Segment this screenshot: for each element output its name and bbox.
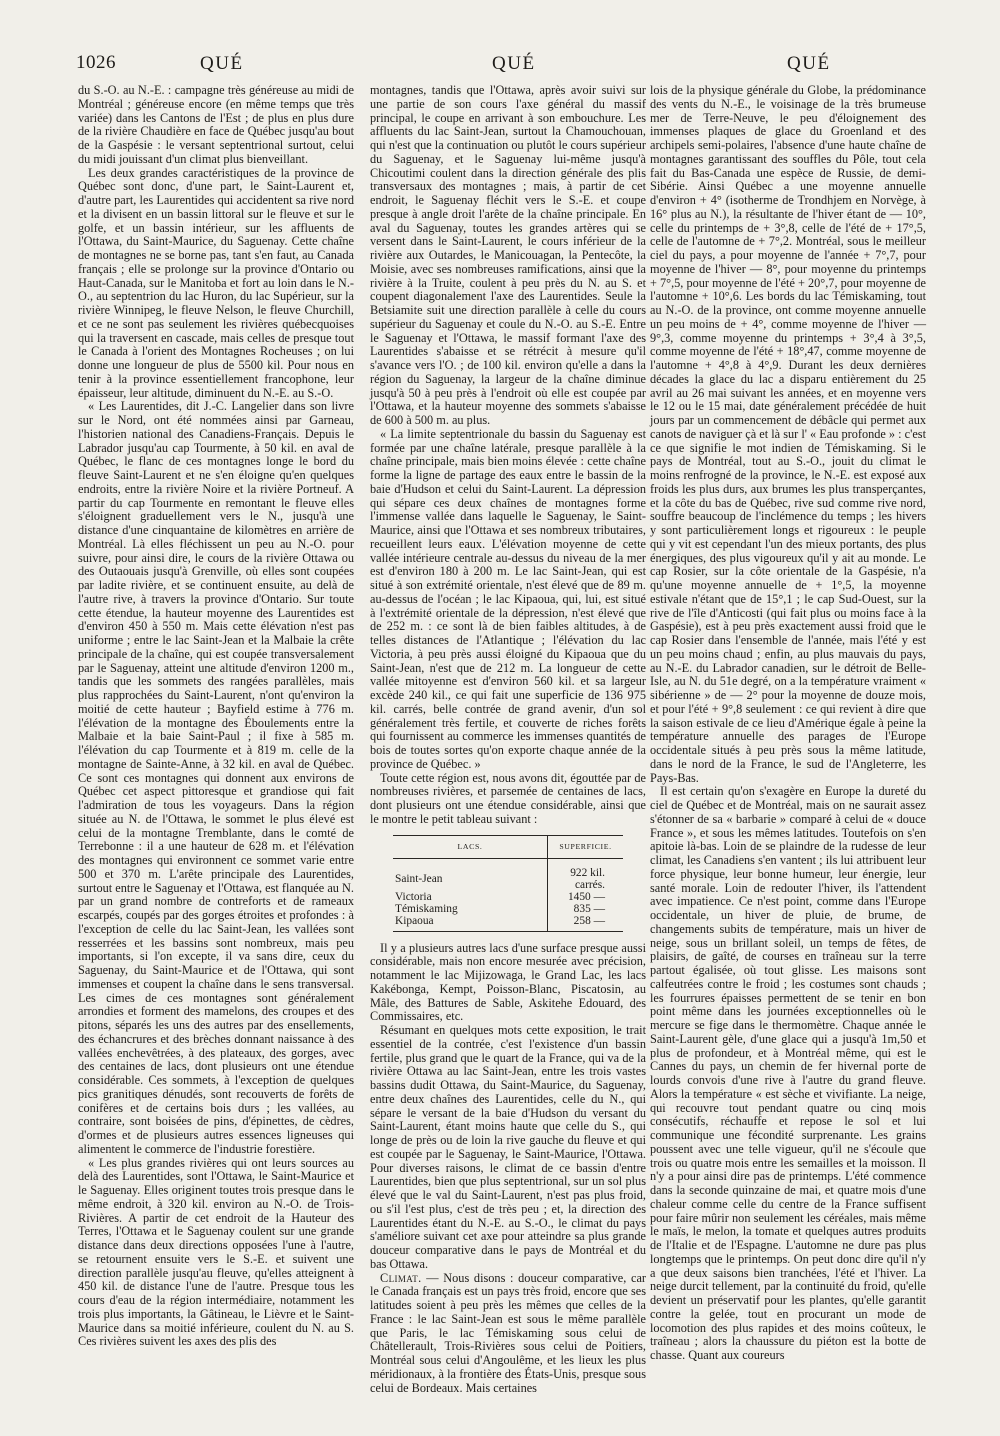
quotation-paragraph: « La limite septentrionale du bassin du Saguenay est formée par une chaîne latérale, presque parallèle à la chaîne principale, mais bien moins élevée : cette chaîne forme la ligne de partage des eaux entre le bassin de la baie d'Hudson et celui du Saint-Laurent. La dépression qui sépare ces deux chaînes de montagnes forme l'immense vallée dans laquelle le Saguenay, le Saint-Maurice, ainsi que l'Ottawa et ses nombreux tributaires, recueillent leurs eaux. L'élévation moyenne de cette vallée intérieure centrale au-dessus du niveau de la mer est d'environ 180 à 200 m. Le lac Saint-Jean, qui est situé à son extrémité orientale, n'est élevé que de 89 m. au-dessus de l'océan ; le lac Kipaoua, qui, lui, est situé à l'extrémité orientale de la dépression, n'est élevé que de 252 m. : ce sont là de bien faibles altitudes, à de telles distances de l'Atlantique ; l'élévation du lac Victoria, à peu près aussi éloigné du Kipaoua que du Saint-Jean, n'est que de 212 m. La longueur de cette vallée mitoyenne est d'environ 560 kil. et sa largeur excède 240 kil., ce qui fait une superficie de 136 975 kil. carrés, belle contrée de grand avenir, d'un sol généralement très fertile, et couverte de riches forêts qui fournissent au commerce les immenses quantités de bois de toutes sortes qu'on exporte chaque année de la province de Québec. » [370, 426, 646, 771]
table-row [393, 858, 623, 891]
table-row [393, 915, 623, 932]
climate-paragraph [370, 1272, 646, 1396]
table-header-area: SUPERFICIE. [548, 835, 624, 858]
lake-name: Victoria [393, 891, 548, 903]
paragraph: Les deux grandes caractéristiques de la province de Québec sont donc, d'une part, le Saint-Laurent et, d'autre part, les Laurentides qui accidentent sa rive nord et la divisent en un bassin littoral sur le fleuve et sur le golfe, et un bassin intérieur, sur les affluents de l'Ottawa, du Saint-Maurice, du Saguenay. Cette chaîne de montagnes ne se borne pas, tant s'en faut, au Canada français ; elle se prolonge sur la province d'Ontario ou Haut-Canada, sur le Manitoba et fort au loin dans le N.-O., au septentrion du lac Huron, du lac Supérieur, sur la rivière Winnipeg, le fleuve Nelson, le fleuve Churchill, et ce ne sont pas seulement les rivières québecquoises qui la traversent en cascade, mais celles de presque tout le Canada à l'orient des Montagnes Rocheuses ; on lui donne une longueur de plus de 5500 kil. Pour nous en tenir à la province essentiellement francophone, leur épaisseur, leur altitude, diminuent du N.-E. au S.-O. [78, 165, 354, 400]
text-column-right [650, 83, 926, 1362]
lake-area: 835 — [573, 902, 605, 915]
running-head-center: QUÉ [492, 53, 536, 74]
paragraph: Il est certain qu'on s'exagère en Europe la dureté du ciel de Québec et de Montréal, mais on ne saurait assez s'étonner de sa « barbarie » comparé à celui de « douce France », et sous les mêmes latitudes. Toutefois on s'en apitoie là-bas. Loin de se plaindre de la rudesse de leur climat, les Canadiens s'en vantent ; ils lui attribuent leur force physique, leur bonne humeur, leur énergie, leur santé morale. Loin de redouter l'hiver, ils l'attendent avec impatience. Ce n'est point, comme dans l'Europe occidentale, un hiver de pluie, de brume, de changements subits de température, mais un hiver de neige, sous un brillant soleil, un temps de fêtes, de plaisirs, de gaîté, de courses en traîneau sur la terre partout égalisée, où tout glisse. Les maisons sont calfeutrées contre le froid ; les costumes sont chauds ; les fourrures épaisses permettent de se tenir en bon point même dans les journées exceptionnelles où le mercure se fige dans le thermomètre. Chaque année le Saint-Laurent gèle, d'une glace qui a jusqu'à 1m,50 et plus de profondeur, et à Montréal même, qui est le Cannes du pays, un chemin de fer hivernal porte de lourds convois d'une rive à l'autre du grand fleuve. Alors la température « est sèche et vivifiante. La neige, qui recouvre tout pendant quatre ou cinq mois consécutifs, réchauffe et repose le sol et lui communique une fécondité surprenante. Les grains poussent avec une telle vigueur, qu'il ne s'écoule que trois ou quatre mois entre les semailles et la moisson. Il n'y a pour ainsi dire pas de printemps. L'été commence dans la seconde quinzaine de mai, et quatre mois d'une chaleur comme celle du centre de la France suffisent pour faire mûrir non seulement les céréales, mais même le maïs, le melon, la tomate et quelques autres produits de l'Italie et de l'Espagne. L'automne ne dure pas plus longtemps que le printemps. On peut donc dire qu'il n'y a que deux saisons bien tranchées, l'été et l'hiver. La neige durcit tellement, par la continuité du froid, qu'elle devient un préservatif pour les plantes, qu'elle garantit contre la gelée, tout en procurant un mode de locomotion des plus rapides et des moins coûteux, le traîneau ; alors la chaussure du piéton est la botte de chasse. Quant aux coureurs [650, 784, 926, 1362]
lake-area: 922 kil. carrés. [570, 866, 605, 891]
paragraph: Il y a plusieurs autres lacs d'une surface presque aussi considérable, mais non encore mesurée avec précision, notamment le lac Mijizowaga, le Grand Lac, les lacs Kakébonga, Kempt, Poisson-Blanc, Piscatosin, au Mâle, des Battures de Sable, Askitehe Edouard, des Commissaires, etc. [370, 940, 646, 1024]
lake-area: 258 — [548, 915, 624, 932]
paragraph-text: — Nous disons : douceur comparative, car le Canada français est un pays très froid, encore que ses latitudes soient à peu près les mêmes que celles de la France : le lac Saint-Jean est sous le même parallèle que Paris, le lac Témiskaming sous celui de Châtellerault, Trois-Rivières sous celui de Poitiers, Montréal sous celui d'Angoulême, et les lieux les plus méridionaux, à la frontière des États-Unis, presque sous celui de Bordeaux. Mais certaines [370, 1270, 647, 1395]
text-column-left [78, 83, 354, 1349]
lake-name: Kipaoua [393, 915, 548, 932]
running-head-right: QUÉ [787, 53, 831, 74]
lake-area: 1450 — [567, 890, 605, 903]
text-column-center [370, 83, 647, 1395]
paragraph: Résumant en quelques mots cette exposition, le trait essentiel de la contrée, c'est l'existence d'un bassin fertile, plus grand que le quart de la France, qui va de la rivière Ottawa au lac Saint-Jean, entre les trois vastes bassins dudit Ottawa, du Saint-Maurice, du Saguenay, entre deux chaînes des Laurentides, celle du N., qui sépare le versant de la baie d'Hudson du versant du Saint-Laurent, étant moins haute que celle du S., qui longe de près ou de loin la rive gauche du fleuve et qui est coupée par le Saguenay, le Saint-Maurice, l'Ottawa. Pour diverses raisons, le climat de ce bassin d'entre Laurentides, bien que plus septentrional, sur un sol plus élevé que le val du Saint-Laurent, n'est pas plus froid, ou s'il l'est plus, c'est de très peu ; et, la direction des Laurentides étant du N.-E. au S.-O., le climat du pays s'améliore suivant cet axe pour atteindre sa plus grande douceur comparative dans le pays de Montréal et du bas Ottawa. [370, 1023, 646, 1271]
paragraph: Toute cette région est, nous avons dit, égouttée par de nombreuses rivières, et parsemée de centaines de lacs, dont plusieurs ont une étendue considérable, ainsi que le montre le petit tableau suivant : [370, 770, 646, 826]
paragraph: lois de la physique générale du Globe, la prédominance des vents du N.-E., le voisinage de la très brumeuse mer de Terre-Neuve, le peu d'éloignement des immenses plaques de glace du Groenland et des archipels semi-polaires, l'absence d'une haute chaîne de montagnes garantissant des souffles du Pôle, tout cela fait du Bas-Canada une espèce de Russie, de demi-Sibérie. Ainsi Québec a une moyenne annuelle d'environ + 4° (isotherme de Trondhjem en Norvège, à 16° plus au N.), la résultante de l'hiver étant de — 10°, celle du printemps de + 3°,8, celle de l'été de + 17°,5, celle de l'automne de + 7°,2. Montréal, sous le meilleur ciel du pays, a pour moyenne de l'année + 7°,7, pour moyenne de l'hiver — 8°, pour moyenne du printemps + 7°,5, pour moyenne de l'été + 20°,7, pour moyenne de l'automne + 10°,6. Les bords du lac Témiskaming, tout au N.-O. de la province, ont comme moyenne annuelle un peu moins de + 4°, comme moyenne de l'hiver — 9°,3, comme moyenne du printemps + 3°,4 à 3°,5, comme moyenne de l'été + 18°,47, comme moyenne de l'automne + 4°,8 à 4°,9. Durant les deux dernières décades la glace du lac a disparu entièrement du 25 avril au 26 mai suivant les années, et en moyenne vers le 12 ou le 15 mai, date généralement précédée de huit jours par un commencement de débâcle qui permet aux canots de naviguer çà et là sur l' « Eau profonde » : c'est ce que signifie le mot indien de Témiskaming. Si le pays de Montréal, tout au S.-O., jouit du climat le moins renfrogné de la province, le N.-E. est exposé aux froids les plus durs, aux brumes les plus transperçantes, et la côte du bas de Québec, rive sud comme rive nord, souffre beaucoup de l'inclémence du temps ; les hivers y sont particulièrement longs et rigoureux : le peuple qui y vit est cependant l'un des mieux portants, des plus énergiques, des plus vigoureux qu'il y ait au monde. Le cap Rosier, sur la côte orientale de la Gaspésie, n'a qu'une moyenne annuelle de + 1°,5, la moyenne estivale n'étant que de 15°,1 ; le cap Sud-Ouest, sur la rive de l'île d'Anticosti (qui fait plus ou moins face à la Gaspésie), est à peu près exactement aussi froid que le cap Rosier dans l'ensemble de l'année, mais l'été y est un peu moins chaud ; enfin, au plus mauvais du pays, au N.-E. du Labrador canadien, sur le détroit de Belle-Isle, au N. du 51e degré, on a la température vraiment « sibérienne » de — 2° pour la moyenne de douze mois, et pour l'été + 9°,8 seulement : ce qui revient à dire que la saison estivale de ce lieu d'Amérique égale à peine la température annuelle des parages de l'Europe occidentale situés à peu près sous la même latitude, dans le nord de la France, le sud de l'Angleterre, les Pays-Bas. [650, 83, 926, 785]
table-row [393, 891, 623, 903]
lakes-area-table [393, 835, 623, 932]
quotation-paragraph: « Les Laurentides, dit J.-C. Langelier dans son livre sur le Nord, ont été nommées ainsi par Garneau, l'historien national des Canadiens-Français. Depuis le Labrador jusqu'au cap Tourmente, à 50 kil. en aval de Québec, le flanc de ces montagnes longe le bord du fleuve Saint-Laurent et ne s'en éloigne qu'en quelques endroits, entre la rivière Noire et la rivière Portneuf. A partir du cap Tourmente en remontant le fleuve elles s'éloignent graduellement vers le N., jusqu'à une distance d'une cinquantaine de kilomètres en arrière de Montréal. Là elles fléchissent un peu au N.-O. pour suivre, pour ainsi dire, le cours de la rivière Ottawa ou des Outaouais jusqu'à Grenville, où elles sont coupées par ladite rivière, et se continuent ensuite, au delà de l'autre rive, à travers la province d'Ontario. Sur toute cette étendue, la hauteur moyenne des Laurentides est d'environ 450 à 550 m. Mais cette élévation n'est pas uniforme ; entre le lac Saint-Jean et la Malbaie la crête principale de la chaîne, qui est coupée transversalement par le Saguenay, atteint une altitude d'environ 1200 m., tandis que les sommets des rangées parallèles, mais plus rapprochées du Saint-Laurent, n'ont qu'environ la moitié de cette hauteur ; Bayfield estime à 776 m. l'élévation de la montagne des Éboulements entre la Malbaie et la baie Saint-Paul ; il fixe à 585 m. l'élévation du cap Tourmente et à 819 m. celle de la montagne de Sainte-Anne, à 32 kil. en aval de Québec. Ce sont ces montagnes qui donnent aux environs de Québec cet aspect pittoresque et grandiose qui fait l'admiration de tous les voyageurs. Dans la région située au N. de l'Ottawa, le sommet le plus élevé est celui de la montagne Tremblante, dans le comté de Terrebonne : il a une hauteur de 628 m. et l'élévation des montagnes qui environnent ce sommet varie entre 500 et 370 m. L'arête principale des Laurentides, surtout entre le Saguenay et l'Ottawa, est flanquée au N. par un grand nombre de contreforts et de rameaux escarpés, coupés par des gorges étroites et profondes : à l'exception de celle du lac Saint-Jean, les vallées sont resserrées et les bassins sont nombreux, mais peu importants, si l'on excepte, il va sans dire, ceux du Saguenay, du Saint-Maurice et de l'Ottawa, qui sont immenses et coupent la chaîne dans le sens transversal. Les cimes de ces montagnes sont généralement arrondies et forment des mamelons, des croupes et des pitons, séparés les uns des autres par des ensellements, des échancrures et des brèches donnant naissance à des vallées enchevêtrées, à des plateaux, des gorges, avec des centaines de lacs, dont plusieurs ont une étendue considérable. Ces sommets, à l'exception de quelques pics granitiques dénudés, sont recouverts de forêts de conifères et de certains bois durs ; les vallées, au contraire, sont boisées de pins, d'épinettes, de cèdres, d'ormes et de plusieurs autres essences ligneuses qui alimentent le commerce de l'industrie forestière. [78, 399, 354, 1156]
table-row [393, 903, 623, 915]
lake-name: Témiskaming [393, 903, 548, 915]
quotation-paragraph: « Les plus grandes rivières qui ont leurs sources au delà des Laurentides, sont l'Ottawa, le Saint-Maurice et le Saguenay. Elles originent toutes trois presque dans le même endroit, à 320 kil. environ au N.-O. de Trois-Rivières. A partir de cet endroit de la Hauteur des Terres, l'Ottawa et le Saguenay coulent sur une grande distance dans deux directions opposées l'une à l'autre, se retournent ensuite vers le S.-E. et suivent une direction parallèle jusqu'au fleuve, qu'elles atteignent à 450 kil. de distance l'une de l'autre. Presque tous les cours d'eau de la région intermédiaire, notamment les trois plus importants, la Gâtineau, le Lièvre et le Saint-Maurice dans sa moitié inférieure, coulent du N. au S. Ces rivières suivent les axes des plis des [78, 1155, 354, 1349]
paragraph: montagnes, tandis que l'Ottawa, après avoir suivi sur une partie de son cours l'axe général du massif principal, le coupe en arrivant à son embouchure. Les affluents du lac Saint-Jean, surtout la Chamouchouan, qui n'est que la continuation ou plutôt le cours supérieur du Saguenay, et le Saguenay lui-même jusqu'à Chicoutimi coulent dans la direction générale des plis transversaux des montagnes ; mais, à partir de cet endroit, le Saguenay fléchit vers le S.-E. et coupe presque à angle droit l'arête de la chaîne principale. En aval du Saguenay, toutes les grandes artères qui se versent dans le Saint-Laurent, le cours inférieur de la rivière aux Outardes, le Manicouagan, la Pentecôte, la Moisie, avec ses nombreuses ramifications, ainsi que la rivière à la Truite, coulent à peu près du N. au S. et coupent diagonalement l'axe des Laurentides. Seule la Betsiamite suit une direction parallèle à celle du cours supérieur du Saguenay et coule du N.-O. au S.-E. Entre le Saguenay et l'Ottawa, le massif formant l'axe des Laurentides s'abaisse et se rétrécit à mesure qu'il s'avance vers l'O. ; de 100 kil. environ qu'elle a dans la région du Saguenay, la largeur de la chaîne diminue jusqu'à 50 à peu près à l'endroit où elle est coupée par l'Ottawa, et la hauteur moyenne des sommets s'abaisse de 600 à 500 m. au plus. [370, 83, 646, 427]
running-head-left: QUÉ [200, 53, 244, 74]
section-label-climat: Climat. [380, 1270, 422, 1285]
table-header-lakes: LACS. [393, 835, 548, 858]
page-header [76, 52, 928, 80]
lake-name: Saint-Jean [393, 858, 548, 891]
paragraph: du S.-O. au N.-E. : campagne très généreuse au midi de Montréal ; généreuse encore (en même temps que très variée) dans les Cantons de l'Est ; de plus en plus dure de la rivière Chaudière en face de Québec jusqu'au bout de la Gaspésie : le versant septentrional surtout, celui du midi jouissant d'un climat plus bienveillant. [78, 83, 354, 166]
page-number: 1026 [76, 52, 116, 73]
